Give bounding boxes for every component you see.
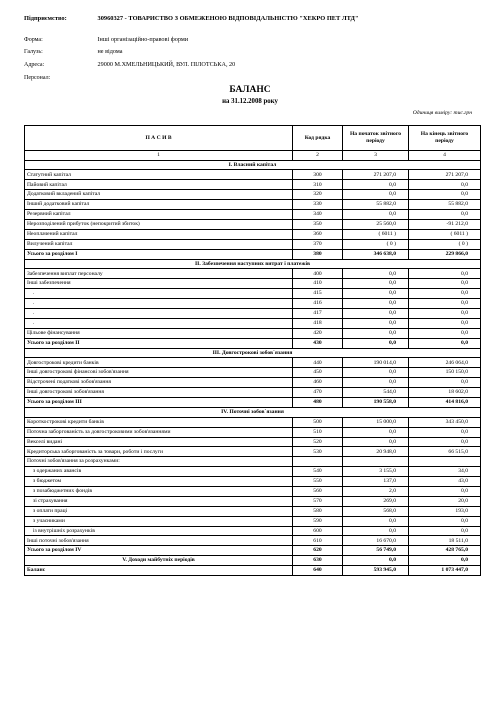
row-label: Вилучений капітал [25,239,293,249]
start-value: 0,0 [343,299,409,309]
start-value: 20 948,0 [343,447,409,457]
row-label: Відстрочені податкові зобов'язання [25,378,293,388]
start-value: 0,0 [343,368,409,378]
row-code: 360 [293,229,343,239]
start-value: 0,0 [343,210,409,220]
end-value: 343 450,0 [409,417,481,427]
start-value: 0,0 [343,338,409,348]
table-row [25,219,481,229]
section-heading: I. Власний капітал [25,160,481,170]
start-value: 0,0 [343,318,409,328]
end-value: 66 515,0 [409,447,481,457]
table-row [25,279,481,289]
start-value: 346 638,0 [343,249,409,259]
end-value: 0,0 [409,486,481,496]
row-code: 380 [293,249,343,259]
row-label: Неоплачений капітал [25,229,293,239]
row-label: Забезпечення виплат персоналу [25,269,293,279]
row-label: Цільове фінансування [25,328,293,338]
table-row [25,388,481,398]
row-label: . [25,299,293,309]
column-header-start: На початок звітного періоду [343,126,409,151]
table-body [25,160,481,575]
row-label: зі страхування [25,496,293,506]
row-code: 417 [293,308,343,318]
start-value: 190 014,0 [343,358,409,368]
table-row [25,407,481,417]
start-value: 137,0 [343,477,409,487]
row-code: 300 [293,170,343,180]
row-code: 570 [293,496,343,506]
table-row [25,358,481,368]
row-code: 530 [293,447,343,457]
end-value: 0,0 [409,289,481,299]
row-label: Довгострокові кредити банків [25,358,293,368]
row-code: 580 [293,506,343,516]
row-code: 610 [293,536,343,546]
table-row [25,447,481,457]
row-code: 400 [293,269,343,279]
row-label: Усього за розділом III [25,397,293,407]
start-value: 0,0 [343,328,409,338]
row-code: 330 [293,200,343,210]
table-row [25,190,481,200]
row-code: 418 [293,318,343,328]
row-code: 310 [293,180,343,190]
row-code: 416 [293,299,343,309]
row-code: 350 [293,219,343,229]
row-label: Усього за розділом IV [25,546,293,556]
address-line [24,61,484,68]
row-label: Векселі видані [25,437,293,447]
table-row [25,210,481,220]
form-line [24,36,484,43]
start-value: 0,0 [343,516,409,526]
table-row [25,417,481,427]
end-value: 0,0 [409,299,481,309]
section-heading: II. Забезпечення наступних витрат і платежів [25,259,481,269]
table-row [25,170,481,180]
unit-of-measure: Одиниця виміру: тис.грн [412,110,472,116]
start-value: 190 558,0 [343,397,409,407]
table-row [25,506,481,516]
row-label: Нерозподілений прибуток (непокритий збиток) [25,219,293,229]
table-row [25,378,481,388]
staff-label: Персонал: [24,75,51,81]
row-label: з бюджетом [25,477,293,487]
row-label: з позабюджетних фондів [25,486,293,496]
start-value: 56 749,0 [343,546,409,556]
table-row [25,249,481,259]
table-row [25,299,481,309]
row-code: 370 [293,239,343,249]
row-label: Інші забезпечення [25,279,293,289]
end-value: 0,0 [409,378,481,388]
start-value: 0,0 [343,269,409,279]
row-label: Поточна заборгованість за довгостроковими зобов'язаннями [25,427,293,437]
row-code: 640 [293,566,343,576]
start-value: 0,0 [343,289,409,299]
start-value: 269,0 [343,496,409,506]
end-value: 20,0 [409,496,481,506]
row-code: 450 [293,368,343,378]
table-row [25,516,481,526]
end-value: 150 150,0 [409,368,481,378]
row-label: . [25,308,293,318]
row-label: Усього за розділом II [25,338,293,348]
row-code: 320 [293,190,343,200]
end-value: 414 816,0 [409,397,481,407]
table-row [25,467,481,477]
row-label: Поточні зобов'язання за розрахунками: [25,457,293,467]
end-value: 271 207,0 [409,170,481,180]
start-value: 0,0 [343,308,409,318]
start-value: ( 6011 ) [343,229,409,239]
start-value: 568,0 [343,506,409,516]
start-value: 0,0 [343,526,409,536]
end-value: 0,0 [409,210,481,220]
table-row [25,397,481,407]
row-code [293,457,343,467]
row-code: 480 [293,397,343,407]
row-code: 440 [293,358,343,368]
enterprise-value: 30960327 - ТОВАРИСТВО З ОБМЕЖЕНОЮ ВІДПОВІДАЛЬНІСТЮ "ХЕКРО ПЕТ ЛТД" [97,15,359,22]
start-value: 271 207,0 [343,170,409,180]
row-label: Інші довгострокові фінансові зобов'язання [25,368,293,378]
staff-line [24,75,484,81]
row-label: Додатковий вкладений капітал [25,190,293,200]
table-row [25,259,481,269]
end-value: 0,0 [409,516,481,526]
row-label: Інші довгострокові зобов'язання [25,388,293,398]
row-label: Інший додатковий капітал [25,200,293,210]
end-value: ( 6011 ) [409,229,481,239]
row-code: 620 [293,546,343,556]
end-value: 18 511,0 [409,536,481,546]
start-value [343,457,409,467]
table-row [25,526,481,536]
row-label: V. Доходи майбутніх періодів [25,556,293,566]
column-number: 4 [409,151,481,161]
table-row [25,200,481,210]
row-label: Пайовий капітал [25,180,293,190]
start-value: 0,0 [343,437,409,447]
start-value: 55 882,0 [343,200,409,210]
row-code: 590 [293,516,343,526]
row-code: 470 [293,388,343,398]
row-label: Інші поточні зобов'язання [25,536,293,546]
row-label: . [25,289,293,299]
start-value: 16 670,0 [343,536,409,546]
row-label: з одержаних авансів [25,467,293,477]
branch-label: Галузь: [24,49,43,55]
row-label: з оплати праці [25,506,293,516]
section-heading: IV. Поточні зобов`язання [25,407,481,417]
table-row [25,368,481,378]
end-value [409,457,481,467]
table-row [25,328,481,338]
end-value: 0,0 [409,427,481,437]
row-code: 500 [293,417,343,427]
table-row [25,556,481,566]
row-label: із внутрішніх розрахунків [25,526,293,536]
start-value: 15 000,0 [343,417,409,427]
table-row [25,427,481,437]
end-value: 0,0 [409,269,481,279]
end-value: 428 765,0 [409,546,481,556]
end-value: 43,0 [409,477,481,487]
start-value: 0,0 [343,378,409,388]
row-label: з учасниками [25,516,293,526]
table-row [25,269,481,279]
table-row [25,239,481,249]
table-row [25,289,481,299]
table-row [25,536,481,546]
end-value: ( 0 ) [409,239,481,249]
table-row [25,338,481,348]
start-value: 0,0 [343,279,409,289]
table-row [25,160,481,170]
row-code: 540 [293,467,343,477]
end-value: 0,0 [409,437,481,447]
section-heading: III. Довгострокові зобов`язання [25,348,481,358]
end-value: 0,0 [409,180,481,190]
column-header-passive: П А С И В [25,126,293,151]
address-value: 29000 М.ХМЕЛЬНИЦЬКИЙ, ВУЛ. ПІЛОТСЬКА, 20 [97,61,236,68]
column-number-row [25,151,481,161]
branch-value: не відома [97,48,123,55]
end-value: 0,0 [409,190,481,200]
row-label: Короткострокові кредити банків [25,417,293,427]
start-value: 544,0 [343,388,409,398]
start-value: ( 0 ) [343,239,409,249]
table-row [25,308,481,318]
start-value: 0,0 [343,427,409,437]
branch-line [24,48,484,55]
start-value: 2,0 [343,486,409,496]
row-label: Кредиторська заборгованість за товари, роботи і послуги [25,447,293,457]
row-code: 415 [293,289,343,299]
row-code: 510 [293,427,343,437]
start-value: 0,0 [343,180,409,190]
end-value: 246 064,0 [409,358,481,368]
table-row [25,566,481,576]
column-number: 2 [293,151,343,161]
row-label: Статутний капітал [25,170,293,180]
start-value: 3 155,0 [343,467,409,477]
end-value: 193,0 [409,506,481,516]
row-code: 430 [293,338,343,348]
balance-table [24,125,481,576]
column-header-code: Код рядка [293,126,343,151]
table-row [25,180,481,190]
end-value: 0,0 [409,526,481,536]
table-row [25,229,481,239]
start-value: 0,0 [343,190,409,200]
table-row [25,318,481,328]
row-code: 550 [293,477,343,487]
end-value: 0,0 [409,338,481,348]
start-value: 0,0 [343,556,409,566]
row-code: 630 [293,556,343,566]
enterprise-label: Підприємство: [24,15,67,22]
row-code: 460 [293,378,343,388]
end-value: 229 866,0 [409,249,481,259]
table-header-row [25,126,481,151]
table-row [25,477,481,487]
end-value: 0,0 [409,556,481,566]
row-code: 560 [293,486,343,496]
end-value: -91 212,0 [409,219,481,229]
end-value: 0,0 [409,318,481,328]
document-date: на 31.12.2008 року [222,98,278,105]
table-row [25,546,481,556]
end-value: 1 073 447,0 [409,566,481,576]
form-value: Інші організаційно-правові форми [97,36,189,43]
table-row [25,348,481,358]
end-value: 0,0 [409,308,481,318]
table-row [25,486,481,496]
row-code: 410 [293,279,343,289]
row-label: . [25,318,293,328]
address-label: Адреса: [24,62,45,68]
enterprise-line [24,15,484,22]
row-code: 420 [293,328,343,338]
end-value: 18 602,0 [409,388,481,398]
end-value: 0,0 [409,328,481,338]
table-row [25,496,481,506]
table-row [25,457,481,467]
row-label: Усього за розділом I [25,249,293,259]
document-title: БАЛАНС [229,85,271,95]
form-label: Форма: [24,37,43,43]
end-value: 0,0 [409,279,481,289]
start-value: 593 945,0 [343,566,409,576]
start-value: 25 560,0 [343,219,409,229]
end-value: 34,0 [409,467,481,477]
end-value: 55 882,0 [409,200,481,210]
column-header-end: На кінець звітного періоду [409,126,481,151]
table-row [25,437,481,447]
column-number: 3 [343,151,409,161]
row-label: Баланс [25,566,293,576]
row-label: Резервний капітал [25,210,293,220]
row-code: 340 [293,210,343,220]
row-code: 520 [293,437,343,447]
column-number: 1 [25,151,293,161]
row-code: 600 [293,526,343,536]
